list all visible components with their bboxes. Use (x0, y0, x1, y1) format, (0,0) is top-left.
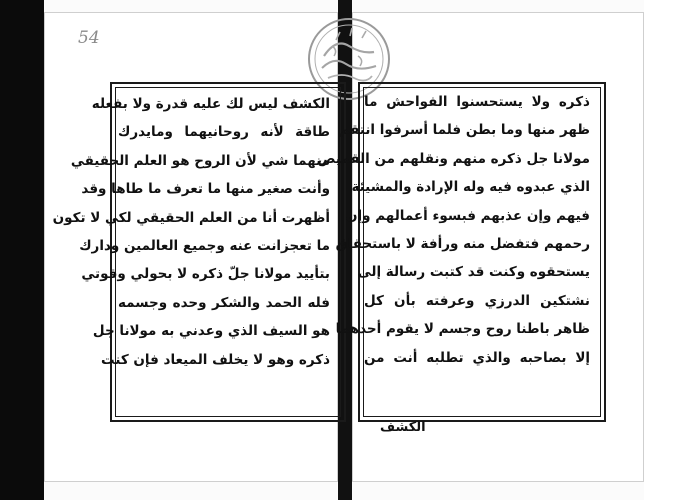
text-line: الكشف ليس لك عليه قدرة ولا بفعله (91, 96, 330, 112)
text-line: الذي عبدوه فيه وله الإرادة والمشيئة (351, 179, 590, 196)
text-line: يستحقوه وكنت قد كتبت رسالة إلى (357, 264, 590, 281)
text-line: ما تعجزانت عنه وجميع العالمين ودارك (79, 237, 330, 254)
text-line: وأنت صغير منها ما تعرف ما طاها وقد (81, 181, 330, 198)
right-text-block (317, 88, 590, 372)
folio-number: 54 (78, 28, 100, 48)
book-edge-left (0, 0, 44, 500)
text-line: أظهرت أنا من العلم الحقيقي لكي لا تكون (52, 209, 330, 226)
catchword: الكشف (380, 420, 426, 435)
text-line: بتأييد مولانا جلّ ذكره لا بحولي وقوتي (81, 266, 330, 283)
text-line: ظهر منها وما بطن فلما أسرفوا انتقم (339, 122, 590, 139)
text-line: فله الحمد والشكر وحده وجسمه (118, 294, 330, 311)
text-line: مولانا جل ذكره منهم ونقلهم من القميص (317, 150, 590, 167)
scan-margin-right (644, 0, 700, 500)
text-line: منهما شي لأن الروح هو العلم الحقيقي (70, 152, 330, 169)
left-text-block (52, 90, 330, 374)
text-line: فيهم وإن عذبهم فبسوء أعمالهم وإن (345, 207, 590, 224)
text-line: ظاهر باطنا روح وجسم لا يقوم أحدهما (335, 321, 590, 338)
text-line: رحمهم فتفضل منه ورأفة لا باستحقاق (335, 235, 590, 252)
text-line: طاقة لأنه روحانيهما ومايدرك (118, 124, 330, 141)
text-line: هو السيف الذي وعدني به مولانا جل (92, 323, 330, 340)
text-line: ذكره ولا يستحسنوا الفواحش ما (364, 94, 590, 110)
text-line: إلا بصاحبه والذي تطلبه أنت من (364, 349, 590, 366)
text-line: نشتكين الدرزي وعرفته بأن كل (364, 292, 590, 309)
text-line: ذكره وهو لا يخلف الميعاد فإن كنت (101, 351, 330, 368)
